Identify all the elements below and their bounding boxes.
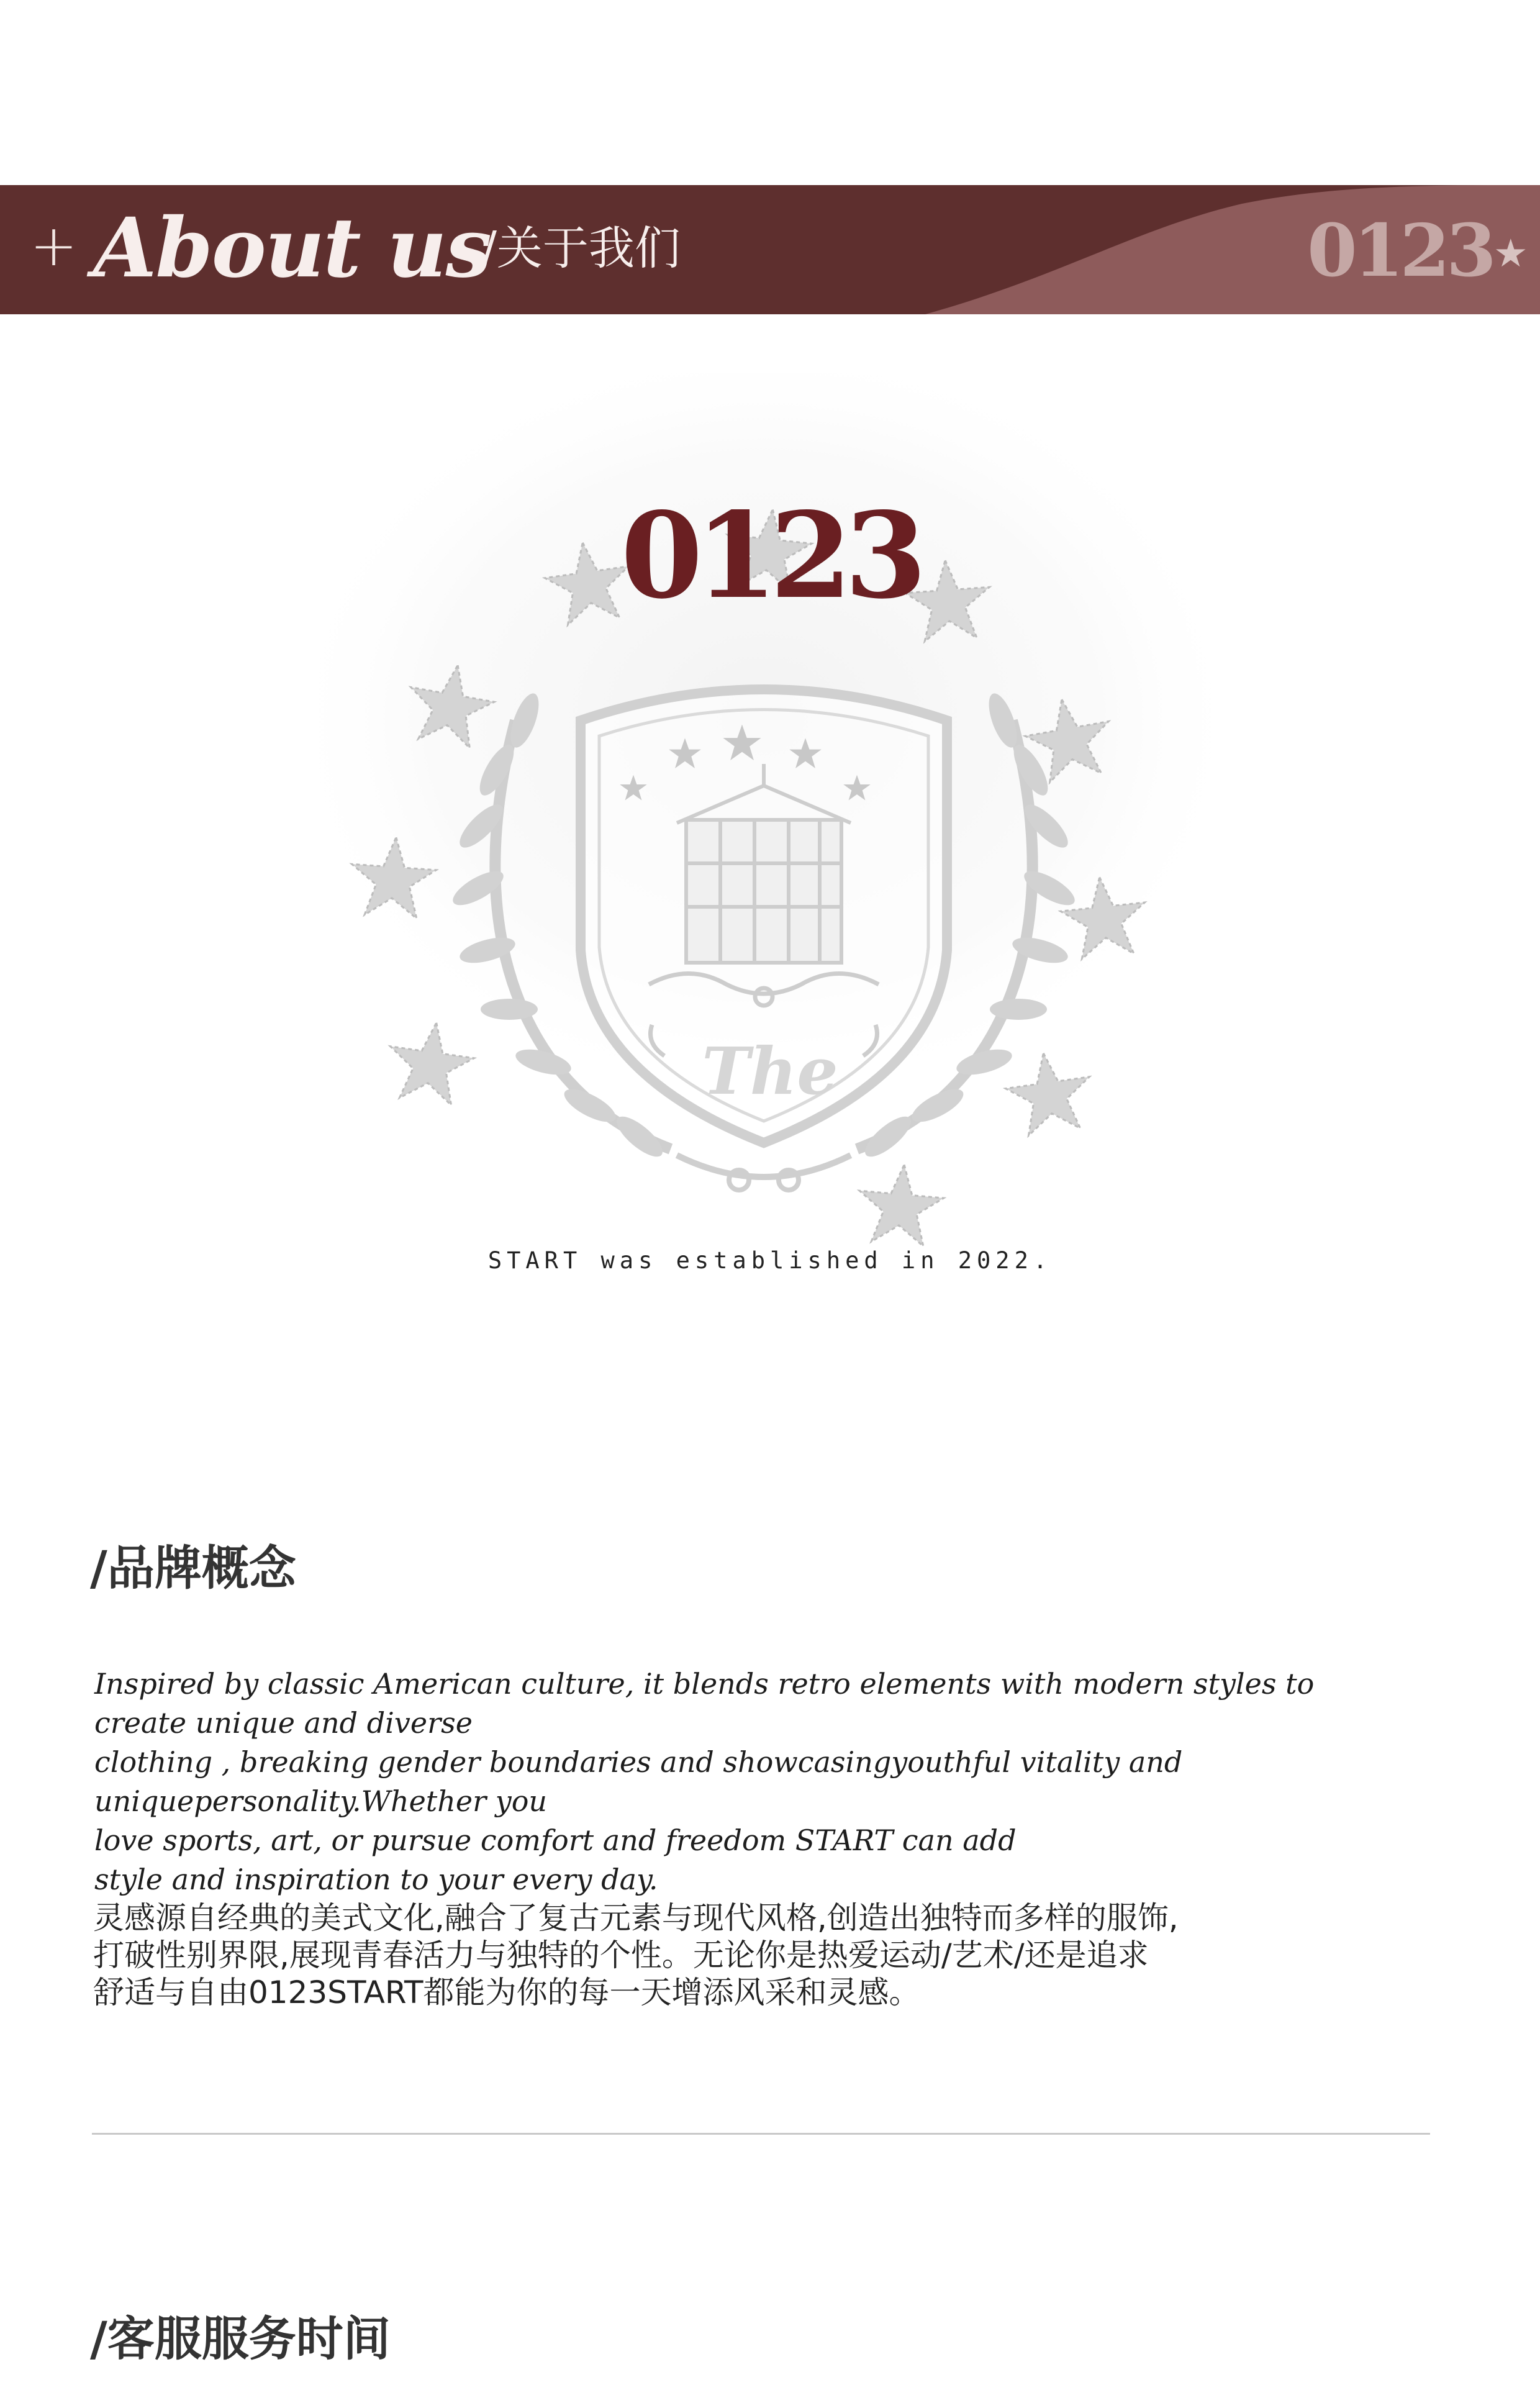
section-divider	[92, 2133, 1430, 2135]
established-tagline: START was established in 2022.	[487, 1247, 1053, 1274]
en-line: love sports, art, or pursue comfort and freedom START can add	[94, 1824, 1017, 1857]
about-banner	[0, 185, 1540, 314]
brand-concept-cn-paragraph	[93, 1899, 1428, 2011]
cn-line: 舒适与自由0123START都能为你的每一天增添风采和灵感。	[93, 1974, 920, 2010]
service-hours-title: /客服服务时间	[90, 2311, 391, 2366]
about-us-cn-title: /关于我们	[481, 222, 681, 275]
brand-crest	[0, 373, 1540, 1478]
en-line: clothing , breaking gender boundaries and showcasingyouthful vitality and uniquepersonality.Whether you	[94, 1745, 1183, 1818]
star-icon: ★	[1493, 230, 1528, 276]
plus-icon: +	[30, 212, 78, 279]
cn-line: 灵感源自经典的美式文化,融合了复古元素与现代风格,创造出独特而多样的服饰,	[93, 1900, 1179, 1936]
star-icon	[855, 1161, 946, 1247]
brand-concept-title: /品牌概念	[90, 1540, 296, 1596]
cn-line: 打破性别界限,展现青春活力与独特的个性。无论你是热爱运动/艺术/还是追求	[93, 1937, 1149, 1973]
about-us-script-title: About us	[93, 200, 491, 296]
banner-brand-logo: 0123	[1307, 209, 1493, 293]
crest-brand-logo: 0123	[620, 486, 920, 625]
en-line: Inspired by classic American culture, it blends retro elements with modern styles to create unique and diverse	[94, 1667, 1315, 1740]
en-line: style and inspiration to your every day.	[94, 1863, 658, 1896]
crest-the-text: The	[702, 1033, 838, 1109]
brand-concept-en-paragraph	[94, 1665, 1392, 1899]
